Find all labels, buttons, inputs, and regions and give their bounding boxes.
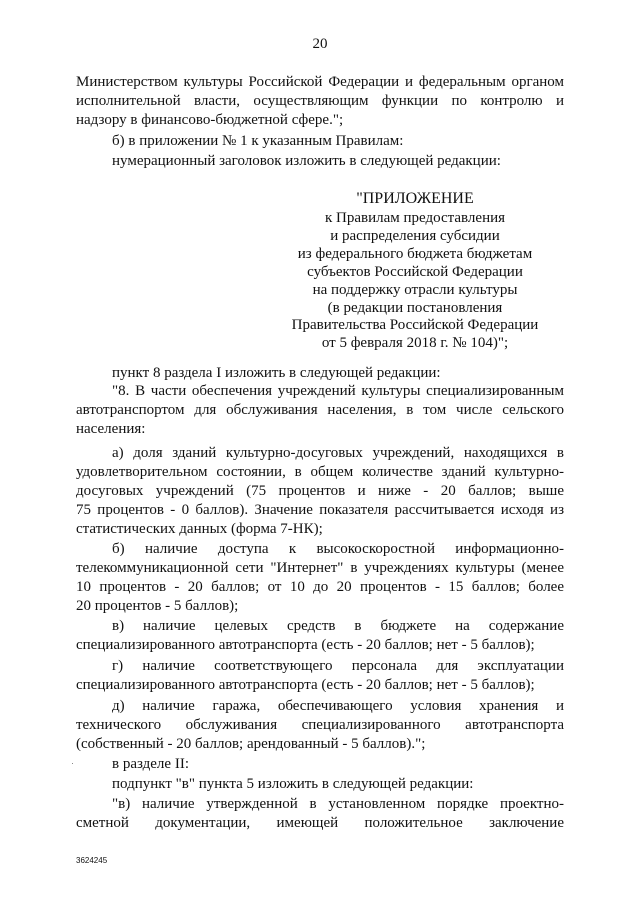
annex-line: на поддержку отрасли культуры [312,282,518,298]
text-line: 10 процентов - 20 баллов; от 10 до 20 процентов - 15 баллов; более [76,579,564,595]
annex-line: Правительства Российской Федерации [291,317,539,333]
text-line: "8. В части обеспечения учреждений культуры специализированным [112,383,564,399]
annex-line: субъектов Российской Федерации [307,264,523,280]
text-line: пункт 8 раздела I изложить в следующей редакции: [112,365,441,381]
text-line: технического обслуживания специализированного автотранспорта [76,717,564,733]
text-line: специализированного автотранспорта (есть - 20 баллов; нет - 5 баллов); [76,637,535,653]
text-line: б) в приложении № 1 к указанным Правилам: [112,133,404,149]
text-line: автотранспортом для обслуживания населения, в том числе сельского [76,402,564,418]
text-line: досуговых учреждений (75 процентов и ниже - 20 баллов; выше [76,483,564,499]
text-line: подпункт "в" пункта 5 изложить в следующей редакции: [112,776,474,792]
text-line: удовлетворительном состоянии, в общем количестве зданий культурно- [76,464,564,480]
text-line: (собственный - 20 баллов; арендованный - 5 баллов)."; [76,736,426,752]
margin-mark [72,763,73,764]
annex-line: и распределения субсидии [330,228,500,244]
text-line: г) наличие соответствующего персонала для эксплуатации [112,658,564,674]
text-line: нумерационный заголовок изложить в следующей редакции: [112,153,501,169]
text-line: в разделе II: [112,756,189,772]
text-line: сметной документации, имеющей положительное заключение [76,815,564,831]
text-line: в) наличие целевых средств в бюджете на содержание [112,618,564,634]
annex-line: к Правилам предоставления [324,210,506,226]
text-line: Министерством культуры Российской Федерации и федеральным органом [76,74,564,90]
text-line: специализированного автотранспорта (есть - 20 баллов; нет - 5 баллов); [76,677,535,693]
text-line: населения: [76,421,146,437]
text-line: исполнительной власти, осуществляющим функции по контролю и [76,93,564,109]
annex-title: "ПРИЛОЖЕНИЕ [356,190,474,207]
text-line: надзору в финансово-бюджетной сфере."; [76,112,344,128]
text-line: д) наличие гаража, обеспечивающего условия хранения и [112,698,564,714]
text-line: а) доля зданий культурно-досуговых учреждений, находящихся в [112,445,564,461]
annex-line: из федерального бюджета бюджетам [297,246,533,262]
text-line: телекоммуникационной сети "Интернет" в учреждениях культуры (менее [76,560,564,576]
text-line: статистических данных (форма 7-НК); [76,521,323,537]
text-line: "в) наличие утвержденной в установленном порядке проектно- [112,796,564,812]
text-line: 20 процентов - 5 баллов); [76,598,239,614]
text-line: б) наличие доступа к высокоскоростной информационно- [112,541,564,557]
annex-line: от 5 февраля 2018 г. № 104)"; [321,335,509,351]
annex-line: (в редакции постановления [327,300,503,316]
document-code: 3624245 [76,856,108,865]
text-line: 75 процентов - 0 баллов). Значение показателя рассчитывается исходя из [76,502,564,518]
page-number: 20 [312,36,328,52]
